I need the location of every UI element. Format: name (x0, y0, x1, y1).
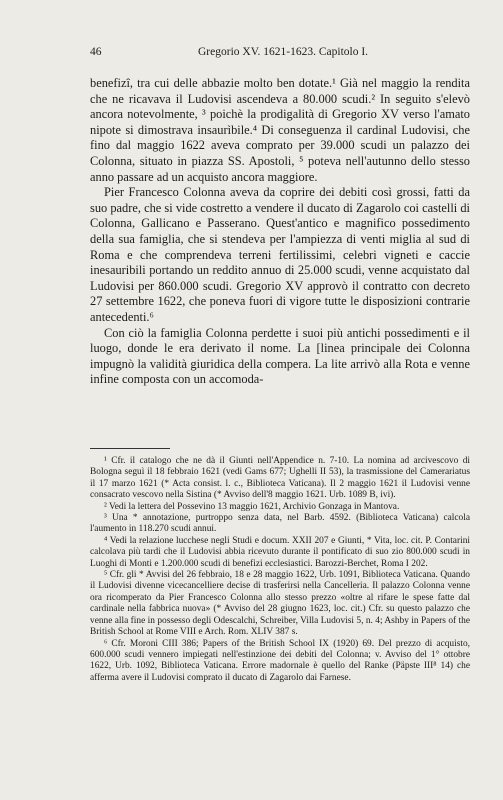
page-header (90, 46, 435, 62)
footnote-2: ² Vedi la lettera del Possevino 13 maggio 1621, Archivio Gonzaga in Mantova. (104, 501, 400, 512)
running-title: Gregorio XV. 1621-1623. Capitolo I. (198, 46, 369, 58)
paragraph-2: Pier Francesco Colonna aveva da coprire dei debiti così grossi, fatti da suo padre, che si vide costretto a vendere il ducato di Zagarolo coi castelli di Colonna, Gallicano e Passerano. Quest'antico e magnifico possedimento della sua famiglia, che si stendeva per l'ampiezza di venti miglia al sud di Roma e che comprendeva terreni fertilissimi, celebri vigneti e caccie inesauribili portando un reddito annuo di 25.000 scudi, venne acquistato dal Ludovisi per 860.000 scudi. Gregorio XV approvò il contratto con decreto 27 settembre 1622, che poneva fuori di vigore tutte le disposizioni contrarie antecedenti.⁶ (90, 185, 470, 324)
paragraph-3: Con ciò la famiglia Colonna perdette i suoi più antichi possedimenti e il luogo, donde le era derivato il nome. La [linea principale dei Colonna impugnò la validità giuridica della compera. La lite arrivò alla Rota e venne infine composta con un accomoda- (90, 325, 470, 387)
footnote-6: ⁶ Cfr. Moroni CIII 386; Papers of the British School IX (1920) 69. Del prezzo di acquisto, 600.000 scudi vennero impiegati nell'estinzione dei debiti del Colonna; v. Avviso del 1° ottobre 1622, Urb. 1092, Biblioteca Vaticana. Errore madornale è quello del Ranke (Päpste III⁸ 14) che afferma avere il Ludovisi comprato il ducato di Zagarolo dai Farnese. (90, 638, 470, 683)
main-text (90, 76, 470, 388)
footnote-4: ⁴ Vedi la relazione lucchese negli Studi e docum. XXII 207 e Giunti, * Vita, loc. cit. P. Contarini calcolava più tardi che il Ludovisi abbia ricevuto durante il pontificato di suo zio 800.000 scudi in Luoghi di Monti e 1.200.000 scudi di benefizi ecclesiastici. Barozzi-Berchet, Roma I 202. (90, 535, 470, 569)
footnote-5: ⁵ Cfr. gli * Avvisi del 26 febbraio, 18 e 28 maggio 1622, Urb. 1091, Biblioteca Vaticana. Quando il Ludovisi divenne vicecancelliere decise di trasferirsi nella Cancelleria. Il palazzo Colonna venne ora ricomperato da Pier Francesco Colonna allo stesso prezzo «oltre al rifare le spese fatte dal cardinale nella fabbrica nuova» (* Avviso del 28 giugno 1623, loc. cit.) Cfr. su questo palazzo che venne alla fine in possesso degli Odescalchi, Schreiber, Villa Ludovisi 5, n. 4; Ashby in Papers of the British School at Rome VIII e Arch. Rom. XLIV 387 s. (90, 570, 470, 638)
footnote-1: ¹ Cfr. il catalogo che ne dà il Giunti nell'Appendice n. 7-10. La nomina ad arcivescovo di Bologna seguì il 18 febbraio 1621 (vedi Gams 677; Ughelli II 53), la trasmissione del Camerariatus il 17 marzo 1621 (* Acta consist. l. c., Biblioteca Vaticana). Il 2 maggio 1621 il Ludovisi venne consacrato vescovo nella Sistina (* Avviso dell'8 maggio 1621. Urb. 1089 B, ivi). (90, 456, 470, 501)
footnote-3: ³ Una * annotazione, purtroppo senza data, nel Barb. 4592. (Biblioteca Vaticana) calcola l'aumento in 118.270 scudi annui. (90, 513, 470, 535)
paragraph-1: benefizî, tra cui delle abbazie molto ben dotate.¹ Già nel maggio la rendita che ne ricavava il Ludovisi ascendeva a 80.000 scudi.² In seguito s'elevò ancora notevolmente, ³ poichè la prodigalità di Gregorio XV verso l'amato nipote si dimostrava insaurìbile.⁴ Di conseguenza il cardinal Ludovisi, che fino dal maggio 1622 aveva comprato per 39.000 scudi un palazzo dei Colonna, situato in piazza SS. Apostoli, ⁵ poteva nell'autunno dello stesso anno passare ad un acquisto ancora maggiore. (90, 76, 470, 184)
footnote-separator (90, 448, 170, 449)
page-number: 46 (90, 46, 102, 58)
footnotes (90, 456, 470, 684)
